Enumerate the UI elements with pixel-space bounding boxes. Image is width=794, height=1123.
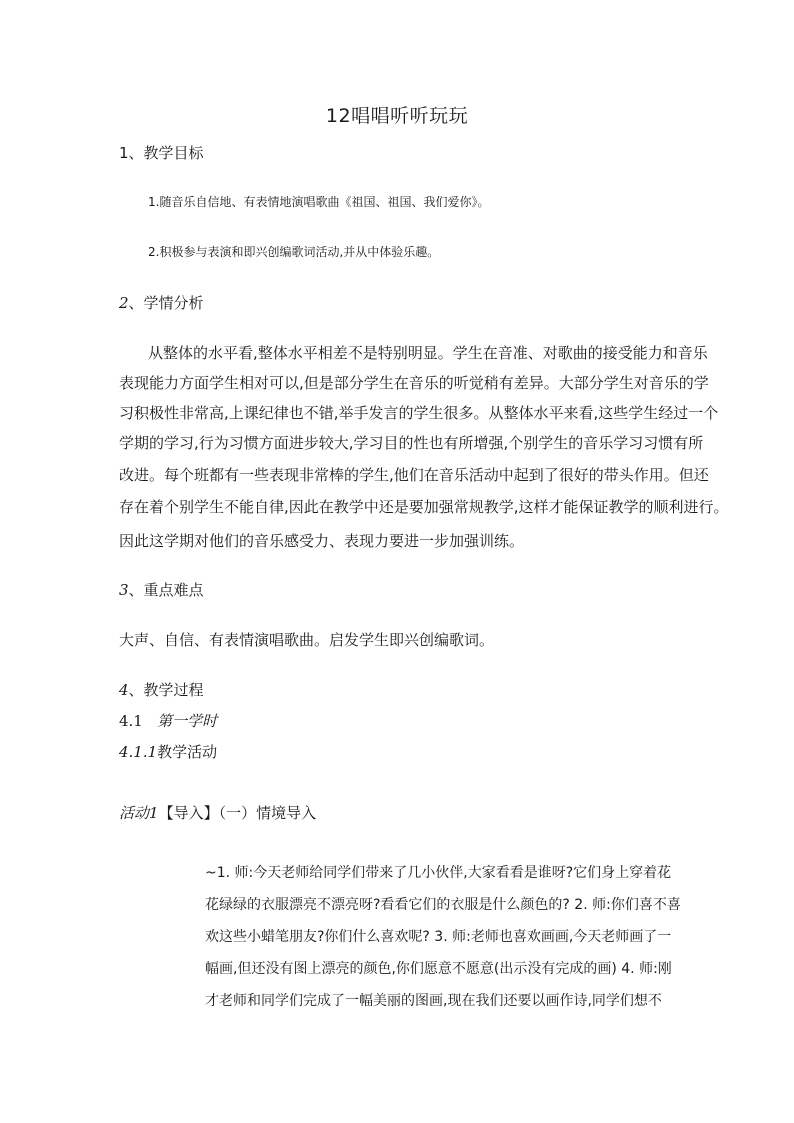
section-heading-process [119,683,204,698]
activity-title: 【导入】（一）情境导入 [158,804,317,822]
analysis-line-4: 学期的学习,行为习惯方面进步较大,学习目的性也有所增强,个别学生的音乐学习习惯有所 [119,434,704,452]
dialog-line-4: 幅画,但还没有图上漂亮的颜色,你们愿意不愿意(出示没有完成的画) 4. 师:刚 [205,961,672,977]
dialog-line-5: 才老师和同学们完成了一幅美丽的图画,现在我们还要以画作诗,同学们想不 [205,993,662,1009]
subheading-text: 教学活动 [157,743,218,761]
dialog-line-2: 花绿绿的衣服漂亮不漂亮呀?看看它们的衣服是什么颜色的? 2. 师:你们喜不喜 [205,897,681,913]
subheading-text: 第一学时 [157,712,218,730]
section-heading-analysis [119,296,204,311]
subheading-activities [119,745,217,760]
subheading-number: 4.1 [119,712,143,730]
section-heading-text: 、教学过程 [128,681,204,699]
section-number: 3 [119,581,129,599]
section-heading-text: 、学情分析 [128,294,204,312]
objective-item-1: 1.随音乐自信地、有表情地演唱歌曲《祖国、祖国、我们爱你》。 [148,195,490,209]
dialog-line-1: ~1. 师:今天老师给同学们带来了几小伙伴,大家看看是谁呀?它们身上穿着花 [205,865,672,881]
keypoints-text: 大声、自信、有表情演唱歌曲。启发学生即兴创编歌词。 [119,631,495,649]
activity-prefix: 活动 [119,804,150,822]
section-number: 2 [119,294,129,312]
page-title: 12唱唱听听玩玩 [325,105,469,127]
analysis-line-6: 存在着个别学生不能自律,因此在教学中还是要加强常规教学,这样才能保证教学的顺利进行。 [119,498,729,516]
analysis-line-3: 习积极性非常高,上课纪律也不错,举手发言的学生很多。从整体水平来看,这些学生经过一个 [119,404,719,422]
section-heading-keypoints [119,583,204,598]
dialog-line-3: 欢这些小蜡笔朋友?你们什么喜欢呢? 3. 师:老师也喜欢画画,今天老师画了一 [205,929,672,945]
activity-heading [119,806,316,821]
section-heading-text: 、重点难点 [128,581,204,599]
analysis-line-7: 因此这学期对他们的音乐感受力、表现力要进一步加强训练。 [119,532,525,550]
section-number: 4 [119,681,129,699]
subheading-number: 4.1.1 [119,743,158,761]
objective-item-2: 2.积极参与表演和即兴创编歌词活动,并从中体验乐趣。 [148,245,440,259]
analysis-line-2: 表现能力方面学生相对可以,但是部分学生在音乐的听觉稍有差异。大部分学生对音乐的学 [119,374,709,392]
activity-number: 1 [149,804,159,822]
subheading-lesson [119,714,217,729]
analysis-line-5: 改进。每个班都有一些表现非常棒的学生,他们在音乐活动中起到了很好的带头作用。但还 [119,466,709,484]
section-heading-objectives: 1、教学目标 [119,144,204,162]
analysis-line-1: 从整体的水平看,整体水平相差不是特别明显。学生在音准、对歌曲的接受能力和音乐 [148,344,708,362]
